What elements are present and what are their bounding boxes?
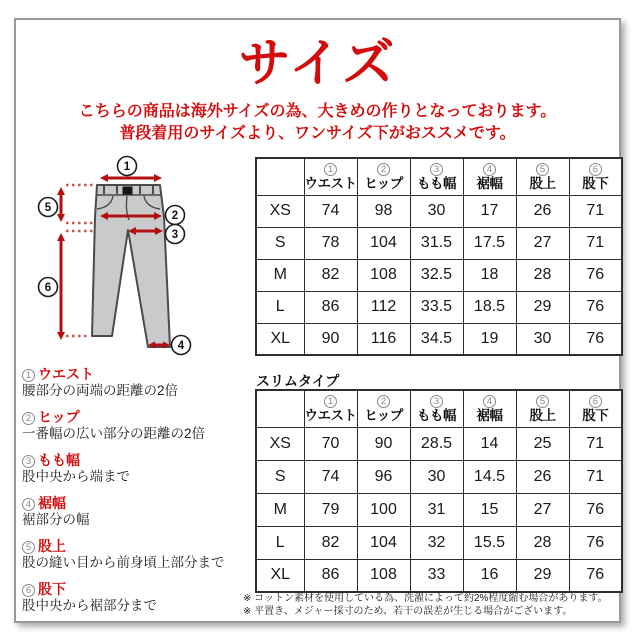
- cell: 70: [304, 427, 357, 460]
- legend-label-hip: ヒップ: [38, 409, 80, 425]
- cell: 71: [569, 427, 622, 460]
- cell: 15.5: [463, 526, 516, 559]
- cell: 76: [569, 259, 622, 291]
- col-num-3: 3: [430, 163, 443, 176]
- cell: 27: [516, 227, 569, 259]
- cell: 74: [304, 195, 357, 227]
- col-num-5: 5: [536, 163, 549, 176]
- waist-button: [123, 187, 133, 195]
- cell: 28: [516, 259, 569, 291]
- cell: 31: [410, 493, 463, 526]
- cell: 29: [516, 559, 569, 592]
- table-row: [256, 526, 622, 559]
- cell: 104: [357, 526, 410, 559]
- cell: 112: [357, 291, 410, 323]
- legend-num-1: 1: [22, 369, 35, 382]
- table-row: [256, 259, 622, 291]
- legend-desc-thigh: 股中央から端まで: [22, 469, 130, 484]
- cell: 16: [463, 559, 516, 592]
- cell: 79: [304, 493, 357, 526]
- cell: 33: [410, 559, 463, 592]
- marker-6: 6: [44, 282, 52, 294]
- col-num-3: 3: [430, 395, 443, 408]
- legend-item-hip: [22, 409, 254, 442]
- cell: 14.5: [463, 460, 516, 493]
- cell: 76: [569, 526, 622, 559]
- size-chart-card: [14, 18, 621, 623]
- cell: 82: [304, 526, 357, 559]
- table-row: [256, 291, 622, 323]
- table-row: [256, 460, 622, 493]
- cell: 100: [357, 493, 410, 526]
- cell: 74: [304, 460, 357, 493]
- footnotes: [243, 592, 623, 618]
- legend-desc-hip: 一番幅の広い部分の距離の2倍: [22, 426, 206, 441]
- marker-2: 2: [171, 210, 179, 222]
- cell: 76: [569, 559, 622, 592]
- legend-num-5: 5: [22, 541, 35, 554]
- col-header-waist: 1 ウエスト: [304, 158, 357, 195]
- table-row: [256, 493, 622, 526]
- footnote-tolerance: ※ 平置き、メジャー採寸のため、若干の誤差が生じる場合がございます。: [243, 606, 573, 617]
- col-header-rise: 5 股上: [516, 158, 569, 195]
- cell: 26: [516, 195, 569, 227]
- cell: 104: [357, 227, 410, 259]
- legend-num-2: 2: [22, 412, 35, 425]
- col-num-2: 2: [377, 395, 390, 408]
- legend-item-waist: [22, 366, 254, 399]
- col-header-rise: 5 股上: [516, 390, 569, 427]
- cell: 71: [569, 460, 622, 493]
- cell: 76: [569, 493, 622, 526]
- cell: 30: [410, 460, 463, 493]
- cell: 25: [516, 427, 569, 460]
- cell: 71: [569, 227, 622, 259]
- cell: 71: [569, 195, 622, 227]
- legend-item-hem: [22, 495, 254, 528]
- legend-label-waist: ウエスト: [38, 366, 94, 382]
- cell: 28: [516, 526, 569, 559]
- cell: 32: [410, 526, 463, 559]
- cell: 17.5: [463, 227, 516, 259]
- cell: 32.5: [410, 259, 463, 291]
- cell: 86: [304, 291, 357, 323]
- legend-label-inseam: 股下: [38, 581, 66, 597]
- col-num-5: 5: [536, 395, 549, 408]
- size-label: S: [256, 460, 304, 493]
- table-row: [256, 559, 622, 592]
- subtitle-line-1: こちらの商品は海外サイズの為、大きめの作りとなっております。: [78, 103, 557, 120]
- cell: 86: [304, 559, 357, 592]
- size-label: L: [256, 291, 304, 323]
- marker-3: 3: [171, 229, 179, 241]
- cell: 76: [569, 323, 622, 355]
- legend-num-3: 3: [22, 455, 35, 468]
- cell: 90: [357, 427, 410, 460]
- cell: 14: [463, 427, 516, 460]
- marker-5: 5: [44, 202, 52, 214]
- subtitle-line-2: 普段着用のサイズより、ワンサイズ下がおススメです。: [119, 125, 516, 142]
- cell: 27: [516, 493, 569, 526]
- size-label: S: [256, 227, 304, 259]
- cell: 31.5: [410, 227, 463, 259]
- legend-item-rise: [22, 538, 254, 571]
- cell: 82: [304, 259, 357, 291]
- table-header-row: [256, 390, 622, 427]
- cell: 26: [516, 460, 569, 493]
- cell: 17: [463, 195, 516, 227]
- cell: 108: [357, 559, 410, 592]
- size-table-regular: [255, 157, 623, 356]
- col-header-hip: 2 ヒップ: [357, 158, 410, 195]
- col-num-1: 1: [324, 163, 337, 176]
- table-header-row: [256, 158, 622, 195]
- col-num-6: 6: [589, 163, 602, 176]
- cell: 96: [357, 460, 410, 493]
- corner-cell: [256, 158, 304, 195]
- size-label: XS: [256, 195, 304, 227]
- table-row: [256, 227, 622, 259]
- legend-desc-inseam: 股中央から裾部分まで: [22, 598, 157, 613]
- col-header-inseam: 6 股下: [569, 158, 622, 195]
- cell: 30: [516, 323, 569, 355]
- corner-cell: [256, 390, 304, 427]
- legend-label-thigh: もも幅: [38, 452, 80, 468]
- page-title: サイズ: [238, 35, 397, 93]
- cell: 90: [304, 323, 357, 355]
- cell: 30: [410, 195, 463, 227]
- cell: 116: [357, 323, 410, 355]
- legend-item-thigh: [22, 452, 254, 485]
- legend-desc-hem: 裾部分の幅: [22, 512, 90, 527]
- col-num-2: 2: [377, 163, 390, 176]
- pants-illustration: [92, 185, 170, 347]
- table-row: [256, 427, 622, 460]
- col-header-inseam: 6 股下: [569, 390, 622, 427]
- col-num-4: 4: [483, 395, 496, 408]
- col-header-hem: 4 裾幅: [463, 390, 516, 427]
- legend-label-rise: 股上: [38, 538, 66, 554]
- marker-1: 1: [123, 161, 131, 173]
- size-label: XS: [256, 427, 304, 460]
- cell: 29: [516, 291, 569, 323]
- size-label: XL: [256, 559, 304, 592]
- size-label: M: [256, 259, 304, 291]
- col-header-waist: 1 ウエスト: [304, 390, 357, 427]
- cell: 28.5: [410, 427, 463, 460]
- cell: 98: [357, 195, 410, 227]
- legend-desc-rise: 股の縫い目から前身頃上部分まで: [22, 555, 225, 570]
- size-label: M: [256, 493, 304, 526]
- cell: 78: [304, 227, 357, 259]
- col-num-1: 1: [324, 395, 337, 408]
- cell: 108: [357, 259, 410, 291]
- marker-4: 4: [177, 340, 185, 352]
- cell: 18.5: [463, 291, 516, 323]
- cell: 19: [463, 323, 516, 355]
- table-row: [256, 323, 622, 355]
- legend-num-6: 6: [22, 584, 35, 597]
- cell: 33.5: [410, 291, 463, 323]
- measurement-legend: [22, 366, 254, 624]
- col-header-thigh: 3 もも幅: [410, 158, 463, 195]
- size-table-slim: [255, 389, 623, 593]
- col-header-hem: 4 裾幅: [463, 158, 516, 195]
- cell: 18: [463, 259, 516, 291]
- slim-type-label: スリムタイプ: [256, 373, 340, 389]
- cell: 76: [569, 291, 622, 323]
- legend-num-4: 4: [22, 498, 35, 511]
- col-header-hip: 2 ヒップ: [357, 390, 410, 427]
- col-num-6: 6: [589, 395, 602, 408]
- cell: 15: [463, 493, 516, 526]
- footnote-shrinkage: ※ コットン素材を使用している為、洗濯によって約2%程度縮む場合があります。: [243, 593, 608, 604]
- col-header-thigh: 3 もも幅: [410, 390, 463, 427]
- legend-label-hem: 裾幅: [38, 495, 66, 511]
- size-label: L: [256, 526, 304, 559]
- legend-desc-waist: 腰部分の両端の距離の2倍: [22, 383, 179, 398]
- cell: 34.5: [410, 323, 463, 355]
- size-label: XL: [256, 323, 304, 355]
- pants-measurement-diagram: [16, 155, 252, 377]
- table-row: [256, 195, 622, 227]
- legend-item-inseam: [22, 581, 254, 614]
- col-num-4: 4: [483, 163, 496, 176]
